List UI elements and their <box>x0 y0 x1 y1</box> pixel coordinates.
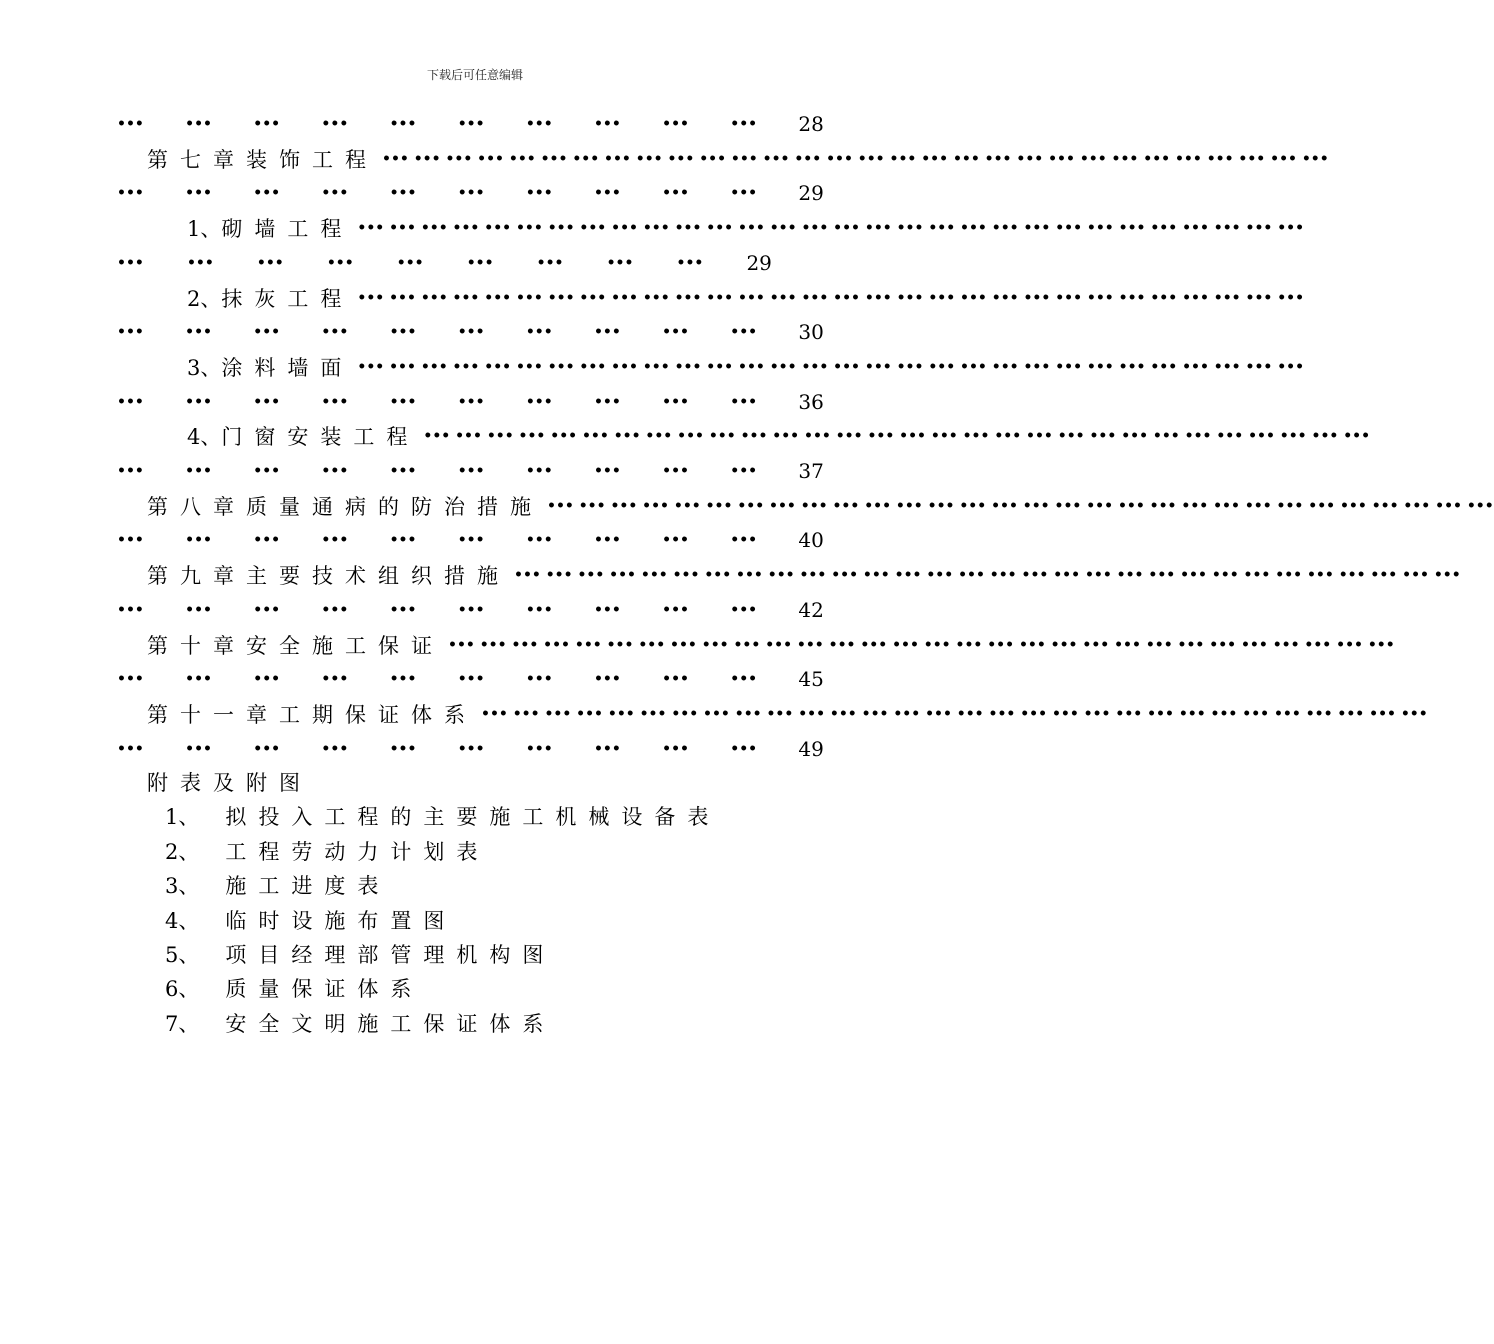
leader-dots: ••• <box>321 393 349 410</box>
leader-dots: ••• <box>730 463 758 479</box>
leader-dots: ••• <box>256 254 284 271</box>
leader-dots: ••• <box>662 324 689 341</box>
toc-leader-row <box>117 387 824 417</box>
leader-dots: ••• <box>662 740 689 757</box>
leader-dots: ••• <box>730 116 758 132</box>
toc-entry <box>117 560 1461 590</box>
toc-leader-row <box>117 456 824 486</box>
leader-dots: ••• <box>389 463 417 479</box>
leader-dots: ••• <box>525 324 553 341</box>
toc-entry-title: 门窗安装工程 <box>221 425 420 450</box>
appendix-item-text: 拟投入工程的主要施工机械设备表 <box>225 805 721 830</box>
leader-dots: ••• <box>536 254 564 271</box>
leader-dots: ••• <box>185 463 212 479</box>
leader-dots: ••• <box>117 671 144 688</box>
leader-dots: ••• <box>321 116 349 132</box>
leader-dots: ••• ••• ••• ••• ••• ••• ••• ••• ••• ••• ••• ••• ••• ••• ••• ••• ••• ••• ••• ••• ••• ••• ••• ••• ••• ••• ••• ••• ••• ••• <box>423 428 1371 445</box>
leader-dots: ••• <box>253 671 281 688</box>
leader-dots: ••• ••• ••• ••• ••• ••• ••• ••• ••• ••• ••• ••• ••• ••• ••• ••• ••• ••• ••• ••• ••• ••• ••• ••• ••• ••• ••• ••• ••• ••• <box>547 497 1494 514</box>
appendix-item-text: 临时设施布置图 <box>225 908 457 933</box>
leader-dots: ••• <box>117 601 144 618</box>
appendix-item <box>117 939 824 969</box>
leader-dots: ••• <box>593 116 621 132</box>
leader-dots: ••• <box>117 324 144 341</box>
leader-dots: ••• ••• ••• ••• ••• ••• ••• ••• ••• ••• ••• ••• ••• ••• ••• ••• ••• ••• ••• ••• ••• ••• ••• ••• ••• ••• ••• ••• ••• ••• <box>382 150 1329 167</box>
leader-dots: ••• <box>730 324 758 341</box>
leader-dots: ••• <box>593 532 621 549</box>
toc-page-number: 36 <box>798 389 824 414</box>
leader-dots: ••• <box>321 740 349 757</box>
leader-dots: ••• <box>662 463 689 479</box>
leader-dots: ••• <box>606 254 634 271</box>
toc-leader-row <box>117 248 772 278</box>
leader-dots: ••• <box>593 324 621 341</box>
leader-dots: ••• <box>185 740 212 757</box>
toc-entry <box>117 630 1395 660</box>
toc-entry <box>117 283 1305 313</box>
leader-dots: ••• <box>457 532 485 549</box>
leader-dots: ••• <box>253 324 281 341</box>
toc-chapter-label: 第九章 <box>147 564 246 589</box>
toc-page-number: 29 <box>746 250 772 275</box>
leader-dots: ••• <box>676 254 704 271</box>
leader-dots: ••• <box>253 463 281 479</box>
leader-dots: ••• <box>117 463 144 479</box>
leader-dots: ••• <box>253 601 281 618</box>
leader-dots: ••• <box>389 185 417 202</box>
toc-entry-title: 抹灰工程 <box>221 286 354 311</box>
page-header: 下载后可任意编辑 <box>426 68 523 82</box>
leader-dots: ••• ••• ••• ••• ••• ••• ••• ••• ••• ••• ••• ••• ••• ••• ••• ••• ••• ••• ••• ••• ••• ••• ••• ••• ••• ••• ••• ••• ••• ••• <box>357 289 1305 306</box>
leader-dots: ••• <box>253 393 281 410</box>
leader-dots: ••• <box>389 671 417 688</box>
leader-dots: ••• <box>321 601 349 618</box>
leader-dots: ••• <box>457 393 485 410</box>
leader-dots: ••• <box>730 740 758 757</box>
appendix-item-text: 安全文明施工保证体系 <box>225 1011 556 1036</box>
leader-dots: ••• <box>321 324 349 341</box>
leader-dots: ••• ••• ••• ••• ••• ••• ••• ••• ••• ••• ••• ••• ••• ••• ••• ••• ••• ••• ••• ••• ••• ••• ••• ••• ••• ••• ••• ••• ••• ••• <box>357 358 1305 375</box>
leader-dots: ••• <box>321 532 349 549</box>
leader-dots: ••• <box>185 601 212 618</box>
leader-dots: ••• <box>389 116 417 132</box>
leader-dots: ••• <box>593 393 621 410</box>
toc-leader-row <box>117 178 824 208</box>
leader-dots: ••• <box>117 185 144 202</box>
toc-page-number: 37 <box>798 459 824 483</box>
appendix-item-number: 4、 <box>165 908 200 933</box>
leader-dots: ••• <box>253 532 281 549</box>
toc-entry-title: 工期保证体系 <box>279 702 477 727</box>
leader-dots: ••• <box>457 116 485 132</box>
leader-dots: ••• <box>253 185 281 202</box>
leader-dots: ••• <box>389 532 417 549</box>
leader-dots: ••• <box>525 671 553 688</box>
leader-dots: ••• <box>525 116 553 132</box>
toc-chapter-label: 第七章 <box>147 147 246 172</box>
appendix-item-number: 2、 <box>165 839 200 864</box>
toc-leader-row <box>117 109 824 139</box>
leader-dots: ••• <box>525 532 553 549</box>
leader-dots: ••• <box>525 393 553 410</box>
toc-entry <box>117 699 1428 729</box>
toc-page-number: 29 <box>798 181 824 206</box>
appendix-item-number: 6、 <box>165 977 200 1002</box>
leader-dots: ••• <box>185 671 212 688</box>
leader-dots: ••• <box>117 393 144 410</box>
appendix-item <box>117 836 824 866</box>
toc-entry <box>117 144 1329 174</box>
appendix-item <box>117 1008 824 1038</box>
appendix-item-number: 1、 <box>165 805 200 830</box>
leader-dots: ••• <box>185 393 212 410</box>
leader-dots: ••• <box>185 185 212 202</box>
leader-dots: ••• <box>525 601 553 618</box>
toc-leader-row <box>117 734 824 764</box>
appendix-item <box>117 870 824 900</box>
toc-entry-number: 2、 <box>187 286 222 311</box>
leader-dots: ••• <box>525 463 553 479</box>
toc-entry <box>117 421 1371 451</box>
leader-dots: ••• <box>662 532 689 549</box>
leader-dots: ••• ••• ••• ••• ••• ••• ••• ••• ••• ••• ••• ••• ••• ••• ••• ••• ••• ••• ••• ••• ••• ••• ••• ••• ••• ••• ••• ••• ••• ••• <box>448 636 1395 653</box>
toc-entry-number: 4、 <box>187 425 222 450</box>
leader-dots: ••• ••• ••• ••• ••• ••• ••• ••• ••• ••• ••• ••• ••• ••• ••• ••• ••• ••• ••• ••• ••• ••• ••• ••• ••• ••• ••• ••• ••• ••• <box>357 220 1305 237</box>
toc-leader-row <box>117 595 824 625</box>
leader-dots: ••• <box>389 393 417 410</box>
leader-dots: ••• <box>662 393 689 410</box>
leader-dots: ••• <box>185 532 212 549</box>
leader-dots: ••• <box>253 740 281 757</box>
toc-page-number: 49 <box>798 736 824 761</box>
toc-chapter-label: 第八章 <box>147 494 246 519</box>
leader-dots: ••• <box>662 185 689 202</box>
leader-dots: ••• <box>457 601 485 618</box>
appendix-item-number: 5、 <box>165 943 200 967</box>
appendix-title: 附表及附图 <box>147 771 312 795</box>
toc-entry-number: 1、 <box>187 217 222 242</box>
leader-dots: ••• <box>730 601 758 618</box>
leader-dots: ••• <box>466 254 494 271</box>
leader-dots: ••• <box>186 254 214 271</box>
appendix-item <box>117 973 824 1003</box>
toc-entry-title: 主要技术组织措施 <box>246 564 510 589</box>
leader-dots: ••• <box>593 671 621 688</box>
leader-dots: ••• <box>117 116 144 132</box>
leader-dots: ••• <box>117 254 144 271</box>
leader-dots: ••• <box>457 324 485 341</box>
leader-dots: ••• <box>730 185 758 202</box>
toc-entry-title: 安全施工保证 <box>246 633 444 658</box>
appendix-item <box>117 905 824 935</box>
toc-leader-row <box>117 525 824 555</box>
toc-page-number: 42 <box>798 597 824 622</box>
appendix-item-number: 3、 <box>165 874 200 899</box>
toc-page-number: 40 <box>798 528 824 553</box>
toc-entry-number: 3、 <box>187 355 222 380</box>
leader-dots: ••• <box>593 185 621 202</box>
toc-page-number: 28 <box>798 112 824 136</box>
leader-dots: ••• <box>593 601 621 618</box>
toc-page-number: 30 <box>798 320 824 345</box>
leader-dots: ••• <box>389 324 417 341</box>
leader-dots: ••• <box>185 116 212 132</box>
toc-leader-row <box>117 664 824 694</box>
leader-dots: ••• <box>457 671 485 688</box>
leader-dots: ••• <box>321 671 349 688</box>
leader-dots: ••• <box>662 116 689 132</box>
appendix-item-text: 项目经理部管理机构图 <box>225 943 556 967</box>
toc-entry <box>117 352 1305 382</box>
leader-dots: ••• <box>326 254 354 271</box>
leader-dots: ••• <box>321 185 349 202</box>
leader-dots: ••• <box>117 532 144 549</box>
appendix-item-text: 施工进度表 <box>225 874 391 899</box>
leader-dots: ••• <box>525 740 553 757</box>
toc-chapter-label: 第十章 <box>147 633 246 658</box>
leader-dots: ••• <box>525 185 553 202</box>
leader-dots: ••• <box>662 601 689 618</box>
toc-entry-title: 装饰工程 <box>246 147 378 172</box>
toc-entry <box>117 491 1494 521</box>
appendix-item-number: 7、 <box>165 1011 200 1036</box>
leader-dots: ••• <box>117 740 144 757</box>
leader-dots: ••• <box>389 740 417 757</box>
leader-dots: ••• <box>730 532 758 549</box>
toc-chapter-label: 第十一章 <box>147 702 279 727</box>
leader-dots: ••• <box>457 463 485 479</box>
leader-dots: ••• <box>321 463 349 479</box>
toc-entry <box>117 213 1305 243</box>
leader-dots: ••• <box>185 324 212 341</box>
appendix-item-text: 质量保证体系 <box>225 977 424 1002</box>
toc-page-number: 45 <box>798 667 824 692</box>
leader-dots: ••• ••• ••• ••• ••• ••• ••• ••• ••• ••• ••• ••• ••• ••• ••• ••• ••• ••• ••• ••• ••• ••• ••• ••• ••• ••• ••• ••• ••• ••• <box>514 567 1461 584</box>
appendix-item <box>117 801 824 831</box>
toc-entry-title: 涂料墙面 <box>221 355 354 380</box>
toc-entry-title: 质量通病的防治措施 <box>246 494 543 519</box>
leader-dots: ••• <box>593 463 621 479</box>
leader-dots: ••• <box>593 740 621 757</box>
appendix-item-text: 工程劳动力计划表 <box>225 839 490 864</box>
leader-dots: ••• <box>396 254 424 271</box>
leader-dots: ••• <box>253 116 281 132</box>
leader-dots: ••• <box>457 740 485 757</box>
leader-dots: ••• <box>457 185 485 202</box>
leader-dots: ••• <box>730 671 758 688</box>
leader-dots: ••• <box>389 601 417 618</box>
leader-dots: ••• <box>662 671 689 688</box>
toc-entry-title: 砌墙工程 <box>221 217 354 242</box>
leader-dots: ••• <box>730 393 758 410</box>
leader-dots: ••• ••• ••• ••• ••• ••• ••• ••• ••• ••• ••• ••• ••• ••• ••• ••• ••• ••• ••• ••• ••• ••• ••• ••• ••• ••• ••• ••• ••• ••• <box>481 705 1428 722</box>
toc-leader-row <box>117 317 824 347</box>
